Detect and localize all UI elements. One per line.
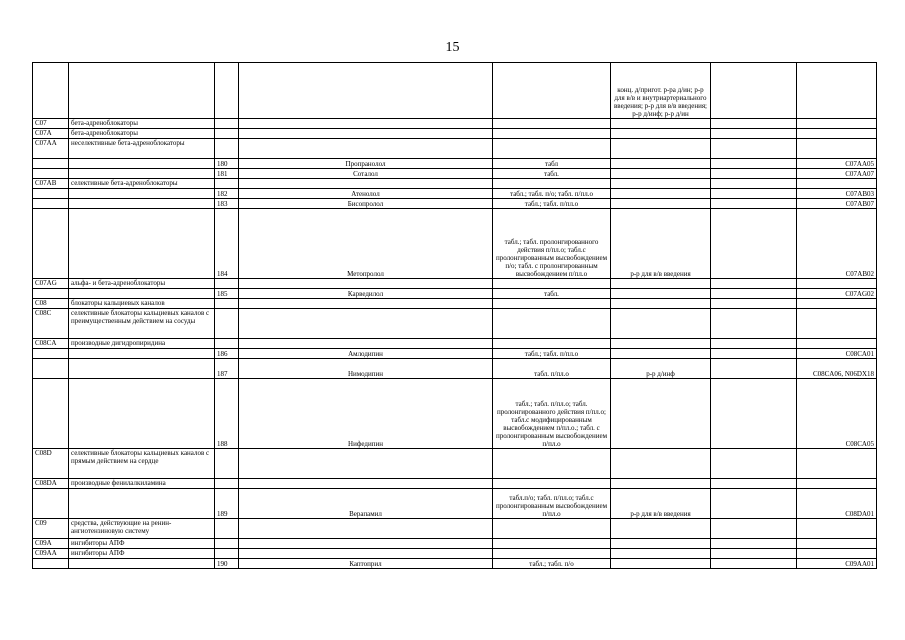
dosage-form-cell: табл.; табл. п/пл.о [493,199,611,209]
item-number-cell: 189 [215,489,239,519]
dosage-form-cell: табл [493,159,611,169]
item-number-cell: 188 [215,379,239,449]
injection-form-cell [611,449,711,479]
item-number-cell [215,179,239,189]
item-number-cell: 185 [215,289,239,299]
atc-code-cell: C08DA [33,479,69,489]
drug-name-cell: Каптоприл [239,559,493,569]
item-number-cell [215,139,239,159]
table-row [33,289,877,299]
atc-code-cell: C08 [33,299,69,309]
extra-cell [711,159,797,169]
atc-code-cell: C09A [33,539,69,549]
item-number-cell [215,549,239,559]
drug-name-cell [239,449,493,479]
group-name-cell: альфа- и бета-адреноблокаторы [69,279,215,289]
item-number-cell: 182 [215,189,239,199]
drug-name-cell [239,309,493,339]
table-row [33,169,877,179]
table-row [33,549,877,559]
atc-code-cell [33,289,69,299]
table-row [33,159,877,169]
injection-form-cell [611,309,711,339]
extra-cell [711,359,797,379]
extra-cell [711,339,797,349]
extra-cell [711,519,797,539]
atc-drug-code-cell [797,479,877,489]
table-row [33,309,877,339]
injection-form-cell [611,349,711,359]
drug-name-cell: Пропранолол [239,159,493,169]
atc-drug-code-cell [797,63,877,119]
table-row [33,489,877,519]
item-number-cell [215,63,239,119]
group-name-cell [69,289,215,299]
table-row [33,339,877,349]
drug-name-cell: Метопролол [239,209,493,279]
group-name-cell: ингибиторы АПФ [69,539,215,549]
item-number-cell: 187 [215,359,239,379]
group-name-cell: селективные бета-адреноблокаторы [69,179,215,189]
dosage-form-cell [493,299,611,309]
atc-code-cell: C07 [33,119,69,129]
extra-cell [711,299,797,309]
item-number-cell [215,519,239,539]
group-name-cell: селективные блокаторы кальциевых каналов с преимущественным действием на сосуды [69,309,215,339]
table-row [33,379,877,449]
injection-form-cell: р-р для в/в введения [611,489,711,519]
injection-form-cell [611,379,711,449]
group-name-cell [69,379,215,449]
atc-drug-code-cell: C07AA07 [797,169,877,179]
injection-form-cell [611,539,711,549]
injection-form-cell [611,549,711,559]
extra-cell [711,449,797,479]
injection-form-cell [611,119,711,129]
dosage-form-cell [493,549,611,559]
atc-drug-code-cell: C07AB03 [797,189,877,199]
item-number-cell: 181 [215,169,239,179]
group-name-cell [69,159,215,169]
extra-cell [711,279,797,289]
atc-code-cell: C08C [33,309,69,339]
table-row [33,479,877,489]
atc-drug-code-cell [797,549,877,559]
table-row [33,199,877,209]
item-number-cell: 180 [215,159,239,169]
item-number-cell [215,339,239,349]
table-row [33,139,877,159]
item-number-cell [215,129,239,139]
table-row [33,209,877,279]
drug-name-cell [239,139,493,159]
drug-name-cell: Карведилол [239,289,493,299]
extra-cell [711,379,797,449]
extra-cell [711,63,797,119]
extra-cell [711,169,797,179]
dosage-form-cell [493,519,611,539]
group-name-cell: бета-адреноблокаторы [69,129,215,139]
atc-drug-code-cell [797,309,877,339]
injection-form-cell [611,299,711,309]
atc-code-cell: C08CA [33,339,69,349]
injection-form-cell: конц. д/пригот. р-ра д/ин; р-р для в/в и внутриартериального введения; р-р для в/в введения; р-р д/инф; р-р д/ин [611,63,711,119]
extra-cell [711,179,797,189]
drug-name-cell [239,179,493,189]
table-row [33,519,877,539]
atc-drug-code-cell [797,299,877,309]
drug-name-cell: Амлодипин [239,349,493,359]
extra-cell [711,559,797,569]
extra-cell [711,139,797,159]
atc-code-cell: C09 [33,519,69,539]
extra-cell [711,119,797,129]
group-name-cell [69,359,215,379]
extra-cell [711,199,797,209]
injection-form-cell [611,339,711,349]
extra-cell [711,129,797,139]
atc-code-cell [33,489,69,519]
table-row [33,299,877,309]
item-number-cell: 190 [215,559,239,569]
injection-form-cell [611,199,711,209]
group-name-cell [69,559,215,569]
group-name-cell: бета-адреноблокаторы [69,119,215,129]
dosage-form-cell: табл. [493,169,611,179]
atc-drug-code-cell: C08CA01 [797,349,877,359]
item-number-cell [215,449,239,479]
drug-name-cell: Бисопролол [239,199,493,209]
extra-cell [711,189,797,199]
atc-drug-code-cell: C07AA05 [797,159,877,169]
item-number-cell: 183 [215,199,239,209]
extra-cell [711,349,797,359]
group-name-cell: неселективные бета-адреноблокаторы [69,139,215,159]
drug-name-cell [239,549,493,559]
drug-name-cell [239,119,493,129]
atc-code-cell [33,189,69,199]
atc-drug-code-cell: C07AG02 [797,289,877,299]
page-number: 15 [445,40,460,55]
group-name-cell: селективные блокаторы кальциевых каналов с прямым действием на сердце [69,449,215,479]
drug-name-cell [239,339,493,349]
drug-name-cell [239,63,493,119]
extra-cell [711,539,797,549]
injection-form-cell [611,129,711,139]
injection-form-cell [611,279,711,289]
dosage-form-cell [493,449,611,479]
group-name-cell: производные фенилалкиламина [69,479,215,489]
atc-code-cell: C07A [33,129,69,139]
dosage-form-cell: табл.п/о; табл. п/пл.о; табл.с пролонгированным высвобождением п/пл.о [493,489,611,519]
group-name-cell [69,63,215,119]
item-number-cell [215,309,239,339]
dosage-form-cell: табл.; табл. п/пл.о; табл. пролонгированного действия п/пл.о; табл.с модифицированным высвобождением п/пл.о.; табл. с пролонгированным высвобождением п/пл.о [493,379,611,449]
dosage-form-cell [493,339,611,349]
extra-cell [711,309,797,339]
group-name-cell: блокаторы кальциевых каналов [69,299,215,309]
dosage-form-cell [493,279,611,289]
drug-name-cell: Атенолол [239,189,493,199]
atc-drug-code-cell [797,119,877,129]
injection-form-cell [611,139,711,159]
injection-form-cell [611,169,711,179]
atc-drug-code-cell [797,449,877,479]
group-name-cell: ингибиторы АПФ [69,549,215,559]
table-row [33,559,877,569]
table-row [33,63,877,119]
dosage-form-cell [493,129,611,139]
drug-name-cell [239,279,493,289]
table-row [33,119,877,129]
atc-drug-code-cell [797,519,877,539]
atc-drug-code-cell [797,279,877,289]
drug-name-cell [239,479,493,489]
injection-form-cell [611,159,711,169]
injection-form-cell [611,179,711,189]
atc-code-cell [33,559,69,569]
atc-drug-code-cell: C08CA06, N06DX18 [797,359,877,379]
dosage-form-cell: табл.; табл. п/пл.о [493,349,611,359]
dosage-form-cell: табл. п/пл.о [493,359,611,379]
table-row [33,189,877,199]
atc-drug-code-cell: C07AB02 [797,209,877,279]
extra-cell [711,489,797,519]
atc-code-cell [33,379,69,449]
atc-drug-code-cell: C09AA01 [797,559,877,569]
atc-code-cell [33,349,69,359]
atc-code-cell: C07AA [33,139,69,159]
dosage-form-cell [493,119,611,129]
drug-table [32,62,877,569]
drug-name-cell: Нимодипин [239,359,493,379]
drug-name-cell: Верапамил [239,489,493,519]
table-row [33,349,877,359]
group-name-cell: средства, действующие на ренин-ангиотензиновую систему [69,519,215,539]
injection-form-cell: р-р для в/в введения [611,209,711,279]
injection-form-cell [611,289,711,299]
drug-name-cell: Соталол [239,169,493,179]
table-row [33,129,877,139]
atc-code-cell [33,159,69,169]
atc-code-cell: C08D [33,449,69,479]
drug-name-cell [239,299,493,309]
table-row [33,179,877,189]
group-name-cell [69,349,215,359]
item-number-cell [215,539,239,549]
atc-code-cell [33,169,69,179]
atc-drug-code-cell [797,539,877,549]
atc-drug-code-cell [797,129,877,139]
dosage-form-cell [493,139,611,159]
drug-name-cell [239,519,493,539]
group-name-cell [69,169,215,179]
item-number-cell [215,119,239,129]
atc-drug-code-cell [797,339,877,349]
atc-code-cell [33,359,69,379]
injection-form-cell [611,189,711,199]
item-number-cell [215,479,239,489]
dosage-form-cell: табл. [493,289,611,299]
table-row [33,449,877,479]
extra-cell [711,549,797,559]
atc-code-cell: C09AA [33,549,69,559]
extra-cell [711,209,797,279]
atc-drug-code-cell: C08DA01 [797,489,877,519]
group-name-cell [69,489,215,519]
group-name-cell: производные дигидропиридина [69,339,215,349]
injection-form-cell [611,559,711,569]
atc-drug-code-cell: C08CA05 [797,379,877,449]
item-number-cell: 186 [215,349,239,359]
injection-form-cell [611,519,711,539]
item-number-cell [215,299,239,309]
group-name-cell [69,199,215,209]
extra-cell [711,479,797,489]
group-name-cell [69,189,215,199]
drug-name-cell: Нифедипин [239,379,493,449]
dosage-form-cell: табл.; табл. п/о [493,559,611,569]
drug-name-cell [239,539,493,549]
atc-code-cell [33,63,69,119]
atc-code-cell [33,199,69,209]
table-row [33,279,877,289]
dosage-form-cell: табл.; табл. п/о; табл. п/пл.о [493,189,611,199]
dosage-form-cell [493,539,611,549]
dosage-form-cell [493,179,611,189]
dosage-form-cell [493,479,611,489]
table-row [33,359,877,379]
atc-code-cell [33,209,69,279]
injection-form-cell: р-р д/инф [611,359,711,379]
dosage-form-cell [493,309,611,339]
drug-table-body [33,63,877,569]
atc-code-cell: C07AB [33,179,69,189]
atc-drug-code-cell: C07AB07 [797,199,877,209]
dosage-form-cell: табл.; табл. пролонгированного действия п/пл.о; табл.с пролонгированным высвобождением п/о; табл. с пролонгированным высвобождением п/пл.о [493,209,611,279]
atc-drug-code-cell [797,179,877,189]
injection-form-cell [611,479,711,489]
atc-drug-code-cell [797,139,877,159]
group-name-cell [69,209,215,279]
drug-name-cell [239,129,493,139]
table-row [33,539,877,549]
item-number-cell [215,279,239,289]
atc-code-cell: C07AG [33,279,69,289]
item-number-cell: 184 [215,209,239,279]
dosage-form-cell [493,63,611,119]
extra-cell [711,289,797,299]
